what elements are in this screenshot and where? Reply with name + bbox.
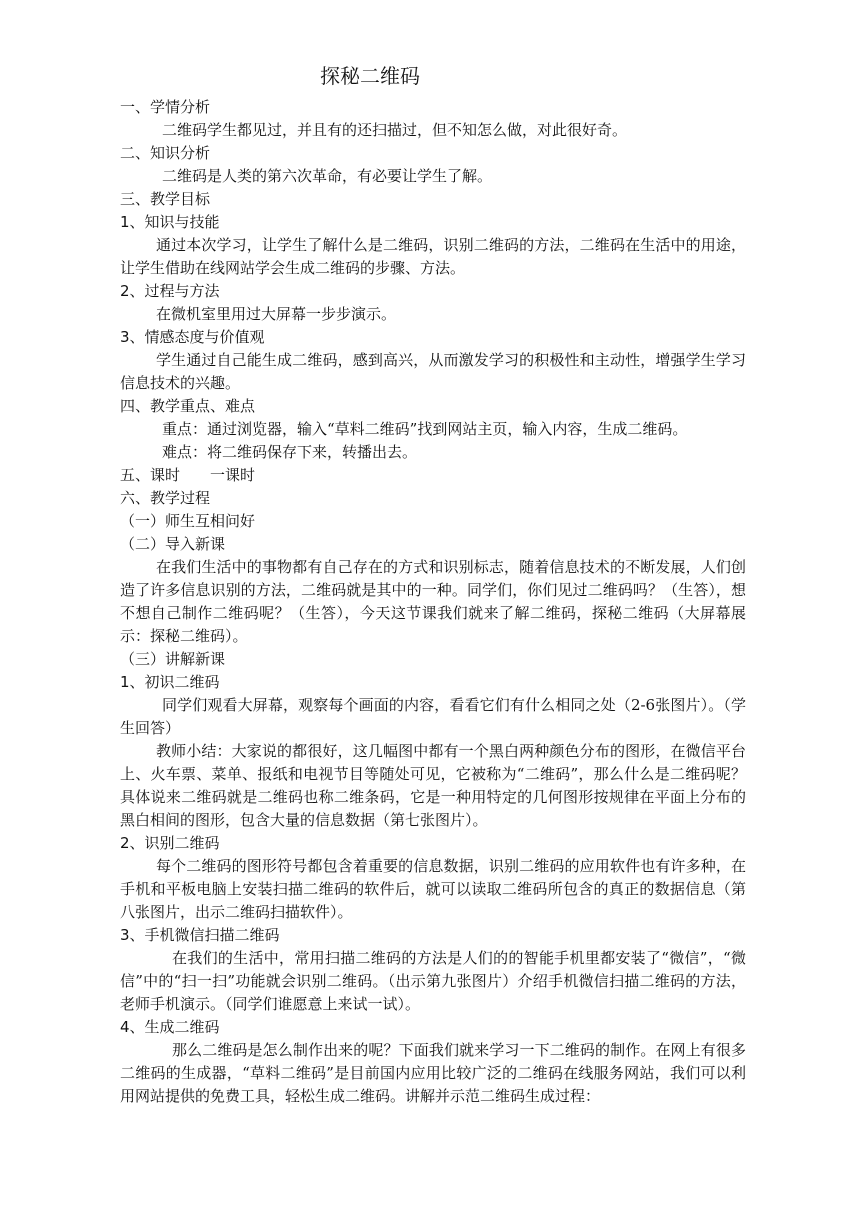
paragraph: 在我们生活中的事物都有自己存在的方式和识别标志，随着信息技术的不断发展，人们创造了许多信息识别的方法，二维码就是其中的一种。同学们，你们见过二维码吗？（生答），想不想自己制作二维码呢？（生答），今天这节课我们就来了解二维码，探秘二维码（大屏幕展示：探秘二维码）。 [120,558,746,645]
section-heading: 二、知识分析 [120,144,211,162]
section-heading: 三、教学目标 [120,190,211,208]
paragraph: 在微机室里用过大屏幕一步步演示。 [156,305,397,323]
subsection-heading: 4、生成二维码 [120,1018,220,1036]
subsection-heading: 2、过程与方法 [120,282,220,300]
subsection-heading: 3、手机微信扫描二维码 [120,926,280,944]
section-heading: 五、课时 一课时 [120,466,256,484]
paragraph: 通过本次学习，让学生了解什么是二维码，识别二维码的方法，二维码在生活中的用途，让学生借助在线网站学会生成二维码的步骤、方法。 [120,236,746,277]
section-heading: 一、学情分析 [120,98,211,116]
paragraph: 重点：通过浏览器，输入“草料二维码”找到网站主页，输入内容，生成二维码。 [162,420,688,438]
subsection-heading: （一）师生互相问好 [120,512,256,530]
subsection-heading: （三）讲解新课 [120,650,226,668]
section-heading: 六、教学过程 [120,489,211,507]
paragraph: 难点：将二维码保存下来，转播出去。 [162,443,418,461]
paragraph: 同学们观看大屏幕，观察每个画面的内容，看看它们有什么相同之处（2-6张图片）。（学生回答） [120,696,746,737]
subsection-heading: 2、识别二维码 [120,834,220,852]
paragraph: 在我们的生活中，常用扫描二维码的方法是人们的的智能手机里都安装了“微信”，“微信”中的“扫一扫”功能就会识别二维码。（出示第九张图片）介绍手机微信扫描二维码的方法，老师手机演示。（同学们谁愿意上来试一试）。 [120,949,746,1013]
section-heading: 四、教学重点、难点 [120,397,256,415]
paragraph: 那么二维码是怎么制作出来的呢？下面我们就来学习一下二维码的制作。在网上有很多二维码的生成器，“草料二维码”是目前国内应用比较广泛的二维码在线服务网站，我们可以利用网站提供的免费工具，轻松生成二维码。讲解并示范二维码生成过程： [120,1041,746,1105]
subsection-heading: 1、初识二维码 [120,673,220,691]
subsection-heading: （二）导入新课 [120,535,226,553]
subsection-heading: 3、情感态度与价值观 [120,328,265,346]
subsection-heading: 1、知识与技能 [120,213,220,231]
paragraph: 教师小结：大家说的都很好，这几幅图中都有一个黑白两种颜色分布的图形，在微信平台上、火车票、菜单、报纸和电视节目等随处可见，它被称为“二维码”，那么什么是二维码呢？具体说来二维码就是二维码也称二维条码，它是一种用特定的几何图形按规律在平面上分布的黑白相间的图形，包含大量的信息数据（第七张图片）。 [120,742,746,829]
document-title: 探秘二维码 [320,64,420,88]
paragraph: 二维码学生都见过，并且有的还扫描过，但不知怎么做，对此很好奇。 [162,121,628,139]
document-body [120,96,746,1108]
paragraph: 学生通过自己能生成二维码，感到高兴，从而激发学习的积极性和主动性，增强学生学习信息技术的兴趣。 [120,351,746,392]
paragraph: 每个二维码的图形符号都包含着重要的信息数据，识别二维码的应用软件也有许多种，在手机和平板电脑上安装扫描二维码的软件后，就可以读取二维码所包含的真正的数据信息（第八张图片，出示二维码扫描软件）。 [120,857,746,921]
paragraph: 二维码是人类的第六次革命，有必要让学生了解。 [162,167,493,185]
